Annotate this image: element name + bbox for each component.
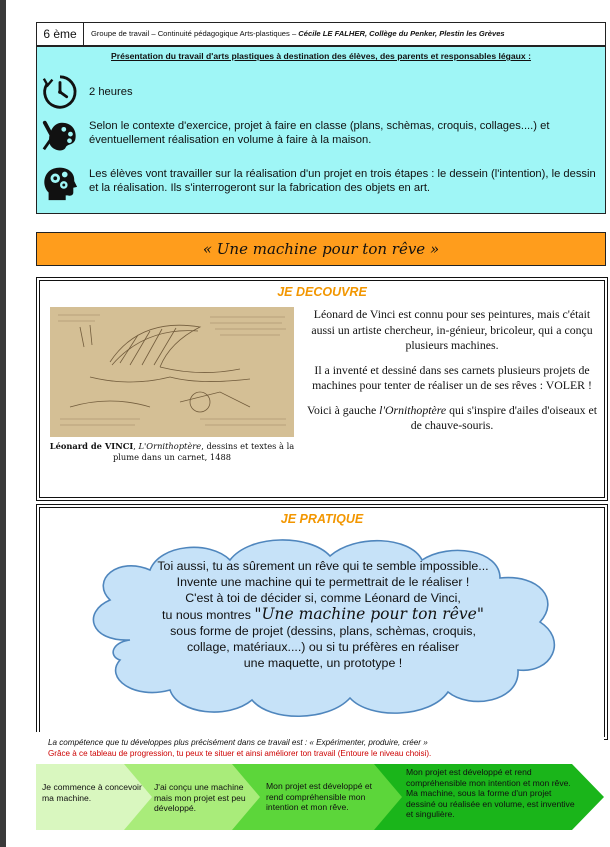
je-decouvre-section	[36, 277, 608, 501]
pratique-line-4	[118, 606, 528, 623]
pratique-line-5: sous forme de projet (dessins, plans, schèmas, croquis,	[170, 624, 476, 638]
decouvre-paragraph-2: Il a inventé et dessiné dans ses carnets plusieurs projets de machines pour tenter de réaliser un de ses rêves : VOLER !	[312, 362, 592, 392]
page-margin-bar	[0, 0, 6, 847]
pratique-line-2: Invente une machine qui te permettrait de le réaliser !	[176, 575, 470, 589]
p3-end: qui s'inspire d'ailes d'oiseaux et de chauve-souris.	[410, 402, 598, 432]
decouvre-description	[306, 307, 598, 443]
machine-title: "Une machine pour ton rêve"	[254, 605, 484, 623]
context-row	[37, 117, 605, 157]
header-author: Cécile LE FALHER, Collège du Penker, Plestin les Grèves	[298, 29, 505, 38]
tools-palette-icon	[41, 117, 79, 155]
duration-text: 2 heures	[89, 86, 133, 98]
progression-level-4[interactable]	[374, 764, 604, 830]
caption-work: L'Ornithoptère	[138, 441, 202, 451]
decouvre-paragraph-1: Léonard de Vinci est connu pour ses peintures, mais c'était aussi un artiste chercheur, in-génieur, bricoleur, qui a conçu plusieurs machines.	[311, 307, 593, 352]
header-group: Groupe de travail – Continuité pédagogique Arts-plastiques –	[91, 29, 299, 38]
ornithopter-drawing	[50, 307, 294, 437]
clock-icon	[41, 73, 79, 111]
decouvre-paragraph-3	[306, 403, 598, 434]
level-4-text: Mon projet est développé et rend compréhensible mon intention et mon rêve. Ma machine, sous la forme d'un projet dessiné ou réalisée en volume, est inventive et singulière.	[406, 767, 575, 820]
pratique-line-3: C'est à toi de décider si, comme Léonard de Vinci,	[185, 591, 461, 605]
presentation-title: Présentation du travail d'arts plastiques à destination des élèves, des parents et responsables légaux :	[111, 51, 531, 61]
caption-artist: Léonard de VINCI	[49, 441, 134, 451]
p3-work-title: l'Ornithoptère	[379, 402, 447, 417]
document-header	[36, 22, 606, 46]
context-text: Selon le contexte d'exercice, projet à faire en classe (plans, schèmas, croquis, collages....) et éventuellement réalisation en volume à faire à la maison.	[89, 120, 550, 146]
presentation-box	[36, 46, 606, 214]
project-title: « Une machine pour ton rêve »	[202, 240, 440, 258]
je-pratique-title: JE PRATIQUE	[280, 512, 364, 526]
project-banner	[36, 232, 606, 266]
pratique-line-1: Toi aussi, tu as sûrement un rêve qui te semble impossible...	[157, 559, 489, 573]
drawing-caption: Léonard de VINCI, L'Ornithoptère, dessins et textes à la plume dans un carnet, 1488	[49, 441, 295, 462]
level-1-text: Je commence à concevoir ma machine.	[42, 782, 142, 803]
grade-level: 6 ème	[37, 23, 84, 45]
p3-start: Voici à gauche	[306, 402, 380, 417]
competence-info	[36, 732, 604, 762]
gears-head-icon	[41, 163, 79, 205]
progression-instruction: Grâce à ce tableau de progression, tu peux te situer et ainsi améliorer ton travail (Entoure le niveau choisi).	[48, 749, 432, 758]
progression-table	[36, 764, 604, 830]
steps-text: Les élèves vont travailler sur la réalisation d'un projet en trois étapes : le dessein (l'intention), le dessin et la réalisation. Ils s'interrogeront sur la fabrication des objets en art.	[89, 168, 596, 194]
pratique-line-6: collage, matériaux....) ou si tu préfères en réaliser	[186, 640, 460, 654]
steps-row	[37, 163, 605, 207]
pratique-instructions	[118, 558, 528, 671]
pratique-line-7: une maquette, un prototype !	[243, 656, 403, 670]
level-3-text: Mon projet est développé et rend compréhensible mon intention et mon rêve.	[266, 781, 373, 813]
duration-row	[37, 73, 605, 113]
competence-statement: La compétence que tu développes plus précisément dans ce travail est : « Expérimenter, produire, créer »	[48, 738, 428, 747]
caption-details: , dessins et textes à la plume dans un carnet, 1488	[112, 441, 295, 462]
header-description	[91, 23, 505, 45]
level-2-text: J'ai conçu une machine mais mon projet est peu développé.	[154, 782, 246, 814]
je-pratique-section	[36, 504, 608, 740]
je-decouvre-title: JE DECOUVRE	[277, 285, 367, 299]
line4-start: tu nous montres	[162, 608, 255, 622]
